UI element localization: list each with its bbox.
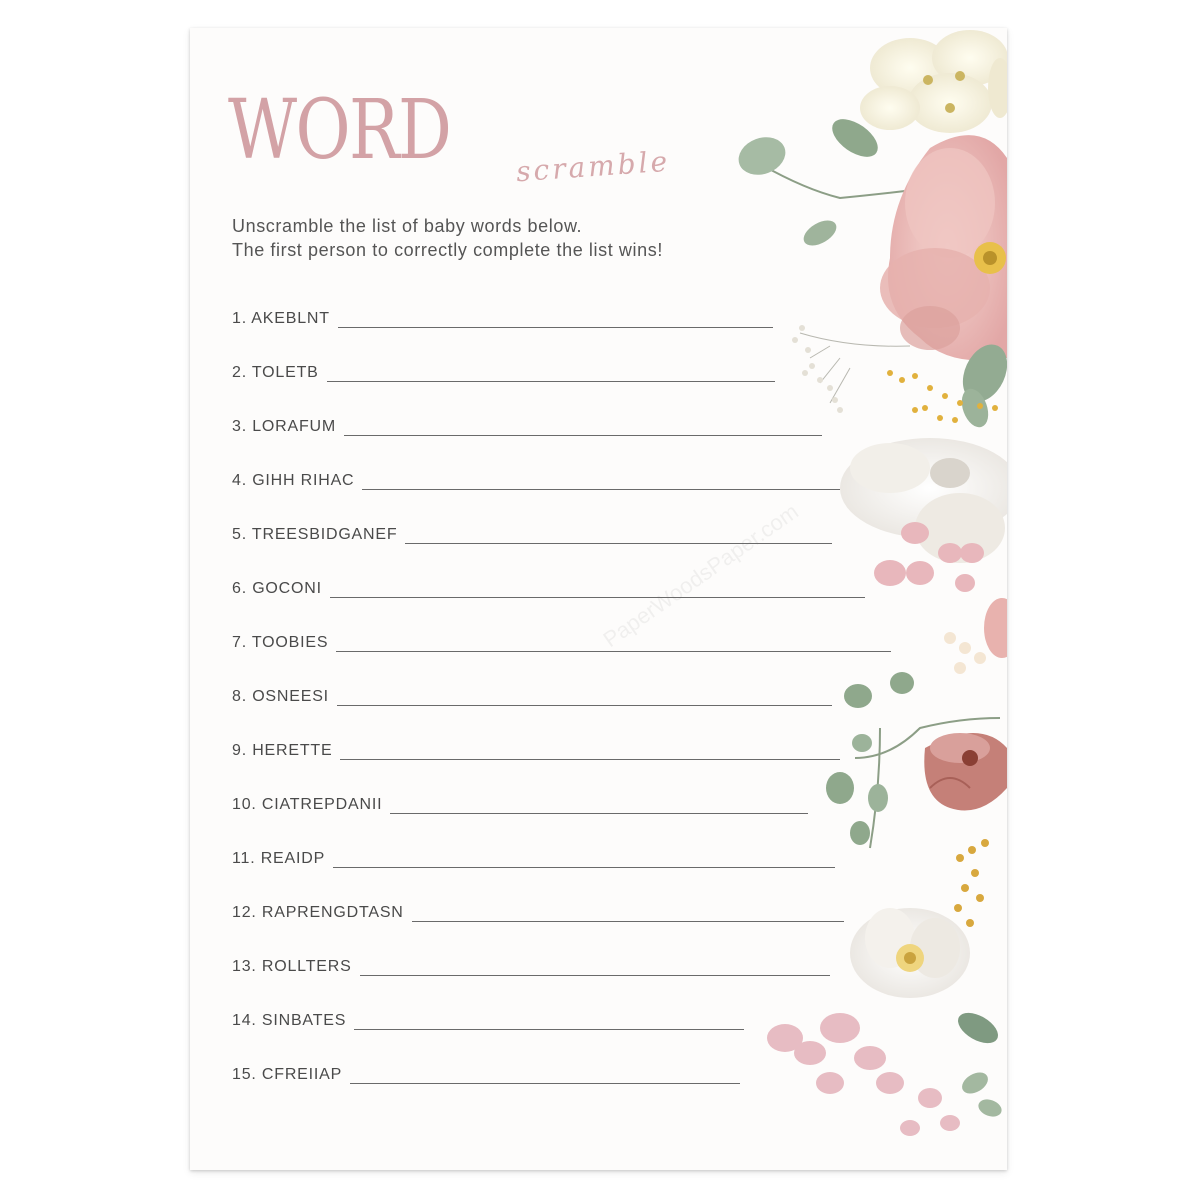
list-item <box>232 310 773 328</box>
list-item <box>232 958 830 976</box>
babys-breath-dots <box>792 325 843 413</box>
eucalyptus-sprig-top <box>733 112 930 251</box>
scrambled-word: 5. TREESBIDGANEF <box>232 526 398 543</box>
list-item <box>232 526 832 544</box>
answer-line <box>337 691 832 706</box>
list-item <box>232 796 808 814</box>
scrambled-word: 1. AKEBLNT <box>232 310 330 327</box>
sage-leaves-bottom <box>958 1068 1004 1119</box>
scrambled-word: 3. LORAFUM <box>232 418 337 435</box>
title-script: scramble <box>515 144 672 189</box>
answer-line <box>412 907 844 922</box>
babys-breath-sprig <box>800 333 910 403</box>
pink-blossoms-bottom <box>767 1013 960 1136</box>
white-peony <box>840 438 1007 563</box>
answer-line <box>333 853 835 868</box>
list-item <box>232 904 844 922</box>
answer-line <box>350 1069 740 1084</box>
answer-line <box>360 961 830 976</box>
title <box>228 83 672 189</box>
list-item <box>232 418 822 436</box>
scrambled-word: 15. CFREIIAP <box>232 1066 343 1083</box>
scrambled-word: 14. SINBATES <box>232 1012 347 1029</box>
list-item <box>232 472 840 490</box>
cream-flower-cluster <box>860 30 1007 133</box>
sage-leaves-right <box>954 337 1007 431</box>
answer-line <box>354 1015 744 1030</box>
scrambled-word: 6. GOCONI <box>232 580 322 597</box>
answer-line <box>390 799 808 814</box>
instructions <box>232 214 663 262</box>
cream-wildflowers <box>944 632 986 674</box>
scrambled-word: 11. REAIDP <box>232 850 326 867</box>
eucalyptus-sprig-middle <box>826 672 1000 848</box>
list-item <box>232 364 775 382</box>
answer-line <box>330 583 865 598</box>
blush-flower-large <box>880 135 1007 360</box>
list-item <box>232 688 832 706</box>
list-item <box>232 1066 740 1084</box>
answer-line <box>405 529 832 544</box>
list-item <box>232 1012 744 1030</box>
answer-line <box>344 421 822 436</box>
scrambled-word: 13. ROLLTERS <box>232 958 352 975</box>
list-item <box>232 742 840 760</box>
scrambled-word: 4. GIHH RIHAC <box>232 472 355 489</box>
instruction-line-1: Unscramble the list of baby words below. <box>232 216 583 236</box>
list-item <box>232 580 865 598</box>
mauve-flower <box>924 733 1007 811</box>
gold-sprig <box>954 839 989 927</box>
floral-decoration <box>190 28 1007 1170</box>
answer-line <box>336 637 891 652</box>
title-main: WORD <box>228 83 451 178</box>
scrambled-word: 8. OSNEESI <box>232 688 329 705</box>
answer-line <box>340 745 840 760</box>
answer-line <box>338 313 773 328</box>
list-item <box>232 634 891 652</box>
watermark-text: PaperWoodsPaper.com <box>598 498 803 653</box>
answer-line <box>327 367 775 382</box>
list-item <box>232 850 835 868</box>
instruction-line-2: The first person to correctly complete the list wins! <box>232 240 663 260</box>
scrambled-word: 2. TOLETB <box>232 364 319 381</box>
scrambled-word: 9. HERETTE <box>232 742 333 759</box>
answer-line <box>362 475 840 490</box>
word-scramble-card <box>190 28 1007 1170</box>
scrambled-word: 12. RAPRENGDTASN <box>232 904 404 921</box>
yellow-filler-flower <box>887 370 998 423</box>
scrambled-word: 10. CIATREPDANII <box>232 796 383 813</box>
white-flower-bottom <box>850 908 1003 1049</box>
pink-flower-edge <box>984 598 1007 658</box>
scrambled-word: 7. TOOBIES <box>232 634 329 651</box>
pink-buds-cluster <box>874 522 984 592</box>
